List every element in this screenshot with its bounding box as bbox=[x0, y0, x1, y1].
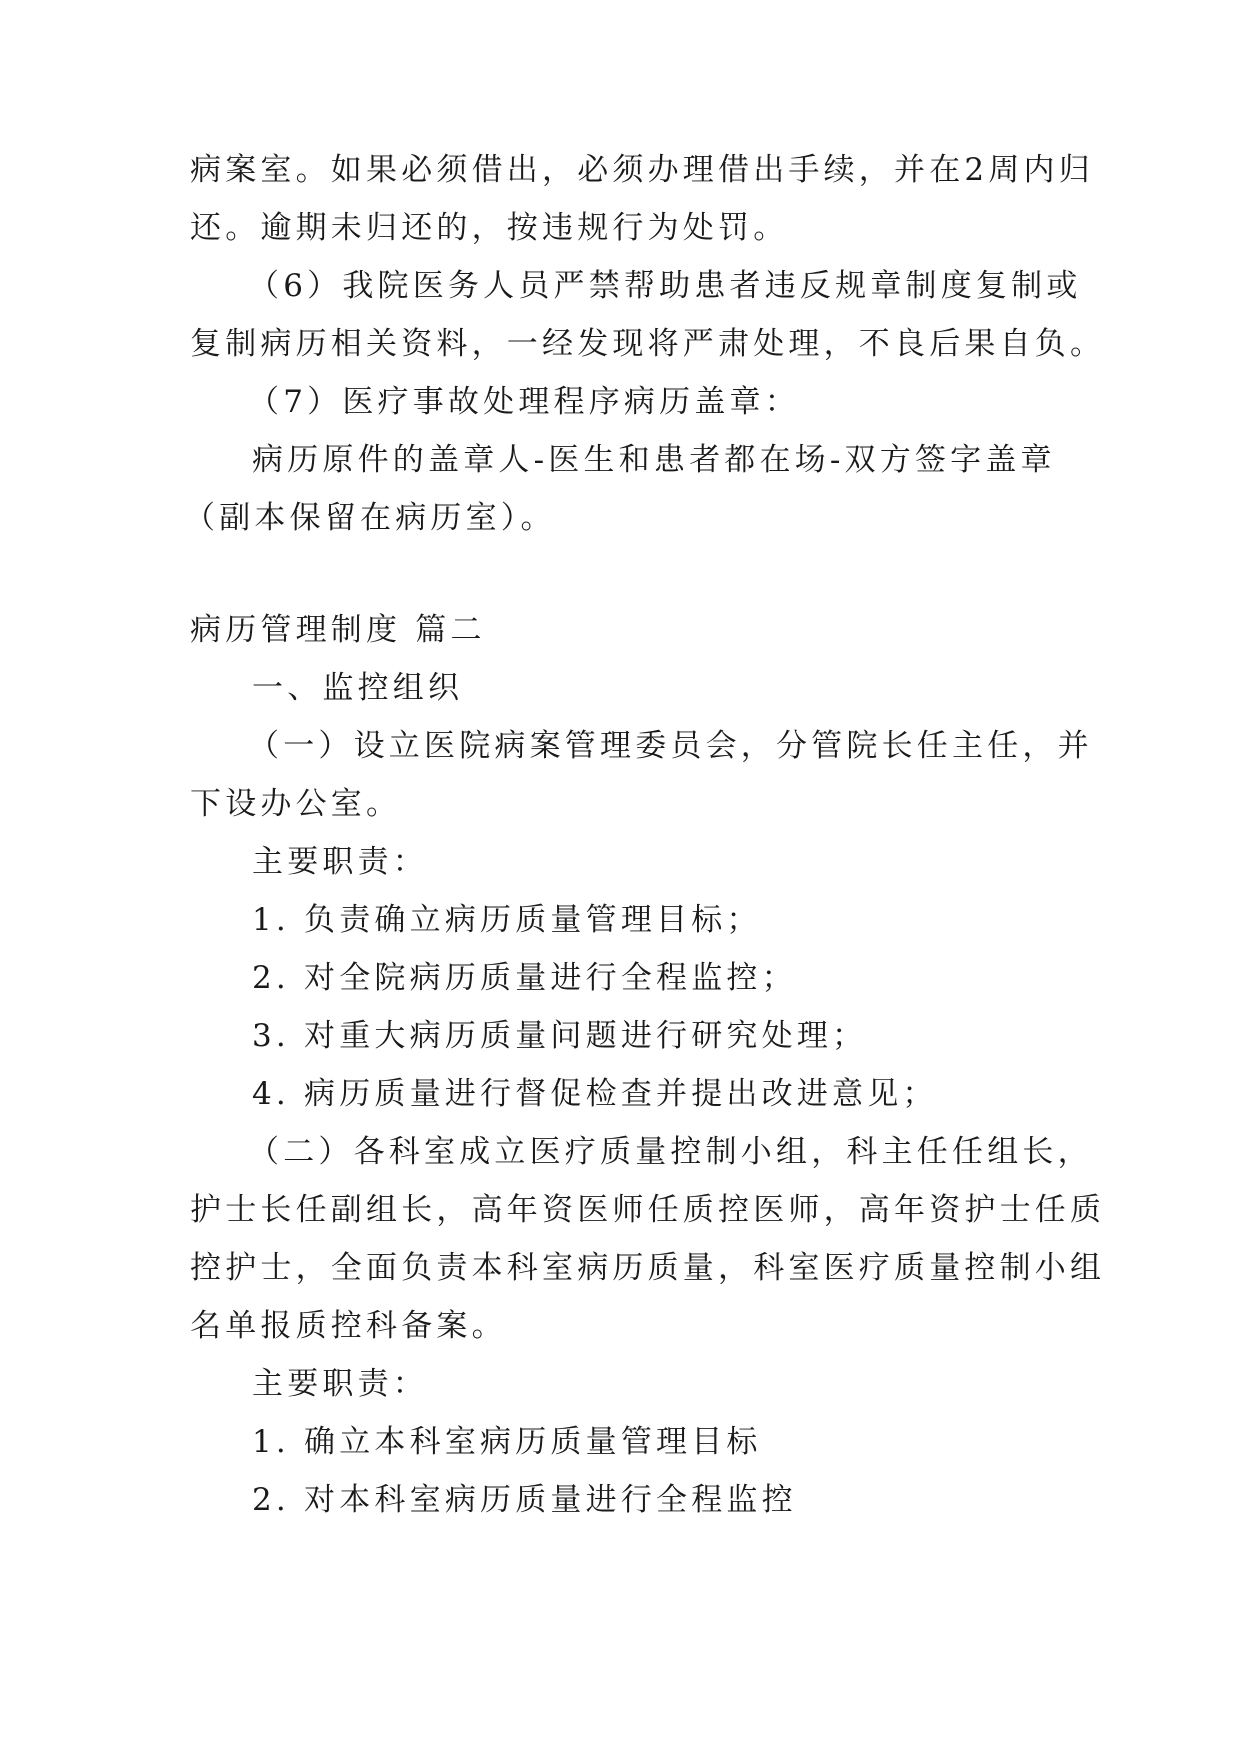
subsection-heading: 一、监控组织 bbox=[252, 670, 464, 706]
paragraph-line: 控护士，全面负责本科室病历质量，科室医疗质量控制小组 bbox=[190, 1250, 1106, 1286]
paragraph-line: （副本保留在病历室）。 bbox=[184, 500, 556, 536]
paragraph-line: 还。逾期未归还的，按违规行为处罚。 bbox=[190, 210, 789, 246]
list-item: 2. 对全院病历质量进行全程监控； bbox=[252, 960, 797, 996]
paragraph-line: （一）设立医院病案管理委员会，分管院长任主任，并 bbox=[248, 728, 1093, 764]
paragraph-line: 病历原件的盖章人-医生和患者都在场-双方签字盖章 bbox=[252, 442, 1056, 478]
list-item: 3. 对重大病历质量问题进行研究处理； bbox=[252, 1018, 868, 1054]
paragraph-line: （7）医疗事故处理程序病历盖章： bbox=[248, 384, 800, 420]
paragraph-line: （二）各科室成立医疗质量控制小组，科主任任组长， bbox=[248, 1134, 1093, 1170]
paragraph-line: 护士长任副组长，高年资医师任质控医师，高年资护士任质 bbox=[190, 1192, 1106, 1228]
paragraph-line: 主要职责： bbox=[252, 1366, 428, 1402]
paragraph-line: 下设办公室。 bbox=[190, 786, 402, 822]
paragraph-line: 名单报质控科备案。 bbox=[190, 1308, 507, 1344]
list-item: 2. 对本科室病历质量进行全程监控 bbox=[252, 1482, 797, 1518]
paragraph-line: 复制病历相关资料，一经发现将严肃处理，不良后果自负。 bbox=[190, 326, 1106, 362]
paragraph-line: 主要职责： bbox=[252, 844, 428, 880]
paragraph-line: （6）我院医务人员严禁帮助患者违反规章制度复制或 bbox=[248, 268, 1082, 304]
list-item: 1. 负责确立病历质量管理目标； bbox=[252, 902, 762, 938]
paragraph-line: 病案室。如果必须借出，必须办理借出手续，并在2周内归 bbox=[190, 152, 1094, 188]
section-heading: 病历管理制度 篇二 bbox=[190, 612, 486, 648]
list-item: 4. 病历质量进行督促检查并提出改进意见； bbox=[252, 1076, 938, 1112]
list-item: 1. 确立本科室病历质量管理目标 bbox=[252, 1424, 762, 1460]
